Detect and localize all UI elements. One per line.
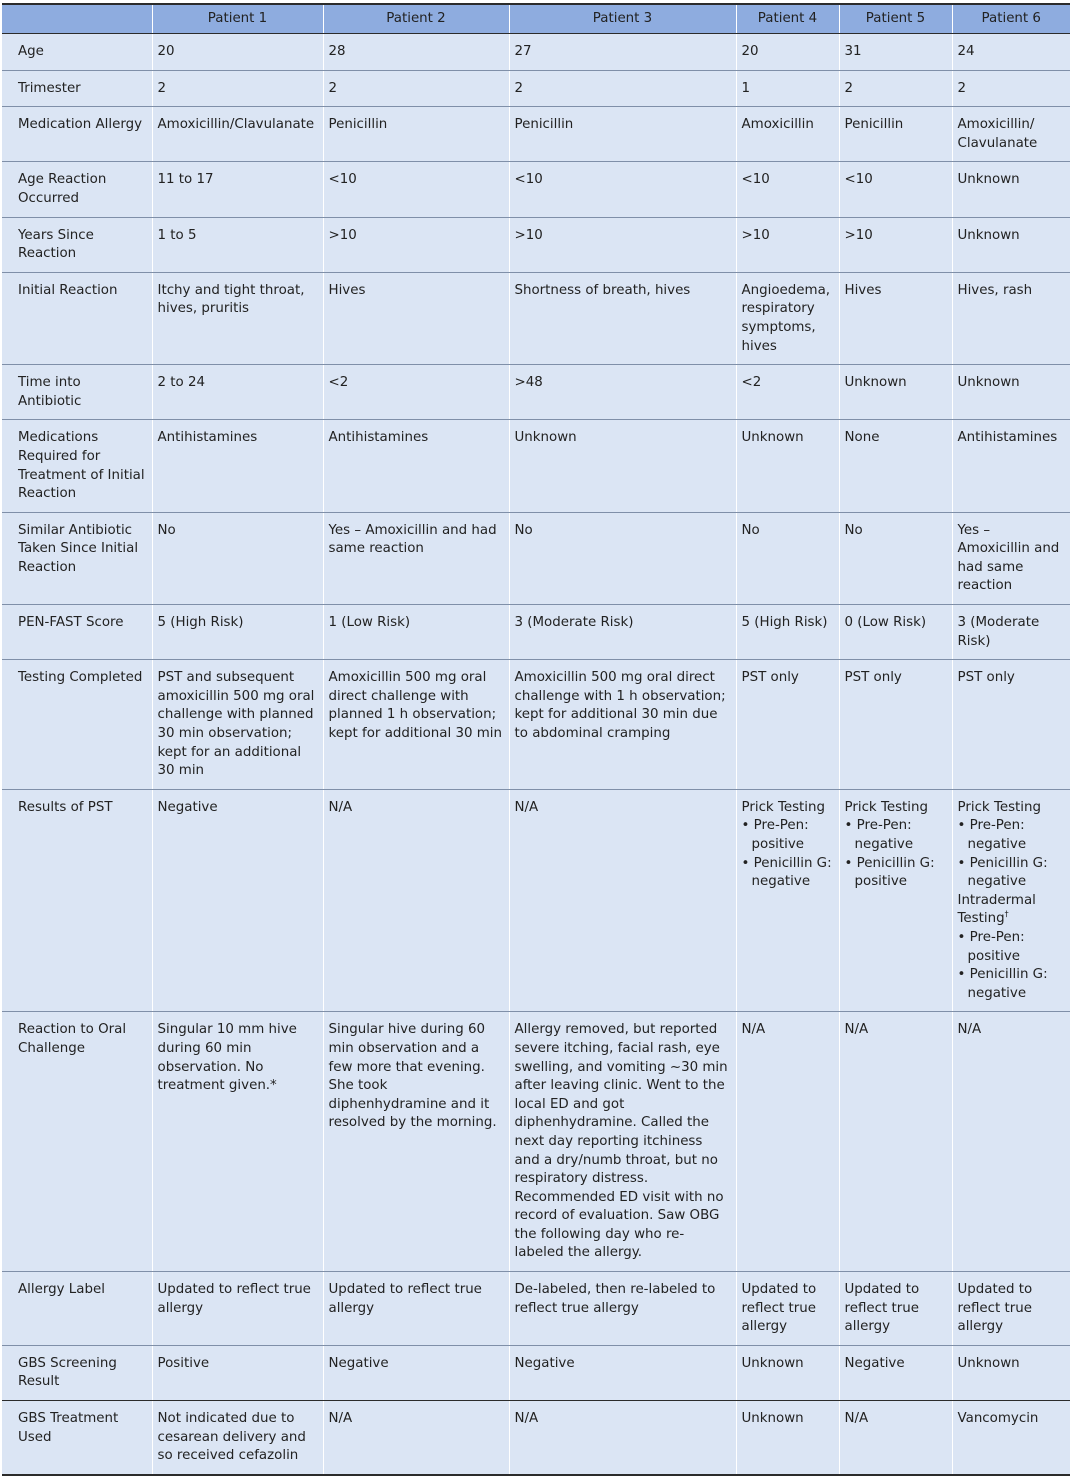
row-label: Trimester [2,70,152,107]
patient-table [2,3,1070,1476]
cell: Amoxicillin/Clavulanate [152,107,323,162]
cell: Unknown [736,420,839,512]
pst-title: Prick Testing [741,799,826,815]
cell: PST only [736,660,839,790]
cell: Negative [839,1345,952,1400]
header-patient-6: Patient 6 [952,4,1070,34]
cell: N/A [839,1012,952,1272]
cell: Hives [839,272,952,364]
cell: Antihistamines [152,420,323,512]
footnote-mark: † [1004,909,1009,919]
row-label: Years Since Reaction [2,217,152,272]
table-row [2,605,1070,660]
header-cell-empty [2,4,152,34]
cell: <2 [736,365,839,420]
table-row [2,789,1070,1012]
cell: Yes – Amoxicillin and had same reaction [952,512,1070,604]
cell: 24 [952,34,1070,71]
cell: 2 [509,70,736,107]
cell: 2 [323,70,509,107]
table-row [2,272,1070,364]
table-row [2,1012,1070,1272]
pst-cell-patient-4 [736,789,839,1012]
cell: Unknown [952,217,1070,272]
row-label: Allergy Label [2,1272,152,1346]
cell: <10 [509,162,736,217]
header-patient-2: Patient 2 [323,4,509,34]
cell: 3 (Moderate Risk) [952,605,1070,660]
pst-bullet: • Penicillin G: positive [845,855,947,892]
cell: 20 [736,34,839,71]
row-label: Reaction to Oral Challenge [2,1012,152,1272]
cell: Unknown [736,1345,839,1400]
cell: Negative [152,789,323,1012]
row-label: Results of PST [2,789,152,1012]
cell: 1 to 5 [152,217,323,272]
cell: 5 (High Risk) [152,605,323,660]
cell: 31 [839,34,952,71]
pst-cell-patient-6 [952,789,1070,1012]
cell: Itchy and tight throat, hives, pruritis [152,272,323,364]
cell: <10 [736,162,839,217]
table-row [2,1272,1070,1346]
cell: Antihistamines [952,420,1070,512]
cell: Singular 10 mm hive during 60 min observation. No treatment given.* [152,1012,323,1272]
pst-title-2 [958,893,1036,927]
pst-title: Prick Testing [957,799,1042,815]
cell: 27 [509,34,736,71]
cell: PST only [952,660,1070,790]
table-row [2,365,1070,420]
cell: N/A [952,1012,1070,1272]
cell: Angioedema, respiratory symptoms, hives [736,272,839,364]
cell: Updated to reflect true allergy [839,1272,952,1346]
pst-bullet: • Penicillin G: negative [742,855,834,892]
cell: No [736,512,839,604]
row-label: Initial Reaction [2,272,152,364]
header-patient-4: Patient 4 [736,4,839,34]
cell: No [839,512,952,604]
row-label: Age Reaction Occurred [2,162,152,217]
table-row [2,34,1070,71]
table-row [2,1401,1070,1475]
cell: >10 [323,217,509,272]
cell: N/A [509,1401,736,1475]
table-row [2,70,1070,107]
cell: De-labeled, then re-labeled to reflect true allergy [509,1272,736,1346]
row-label: GBS Screening Result [2,1345,152,1400]
header-patient-3: Patient 3 [509,4,736,34]
cell: 11 to 17 [152,162,323,217]
cell: Amoxicillin 500 mg oral direct challenge with 1 h observation; kept for additional 30 min due to abdominal cramping [509,660,736,790]
pst-title: Prick Testing [844,799,929,815]
pst-bullet: • Pre-Pen: positive [958,929,1066,966]
cell: Penicillin [509,107,736,162]
cell: No [152,512,323,604]
table-row [2,420,1070,512]
row-label: GBS Treatment Used [2,1401,152,1475]
pst-bullet: • Penicillin G: negative [958,855,1066,892]
pst-title-2-text: Intradermal Testing [957,892,1036,927]
cell: N/A [509,789,736,1012]
row-label: Similar Antibiotic Taken Since Initial Reaction [2,512,152,604]
cell: Amoxicillin [736,107,839,162]
cell: Unknown [509,420,736,512]
cell: 28 [323,34,509,71]
cell: <10 [323,162,509,217]
cell: PST and subsequent amoxicillin 500 mg oral challenge with planned 30 min observation; kept for an additional 30 min [152,660,323,790]
cell: 2 [152,70,323,107]
cell: Unknown [736,1401,839,1475]
cell: 5 (High Risk) [736,605,839,660]
row-label: PEN-FAST Score [2,605,152,660]
cell: Unknown [952,162,1070,217]
cell: None [839,420,952,512]
cell: 3 (Moderate Risk) [509,605,736,660]
header-patient-1: Patient 1 [152,4,323,34]
cell: Amoxicillin/ Clavulanate [952,107,1070,162]
cell: 1 [736,70,839,107]
cell: Negative [323,1345,509,1400]
cell: 1 (Low Risk) [323,605,509,660]
cell: Antihistamines [323,420,509,512]
table-row [2,107,1070,162]
cell: 2 [839,70,952,107]
row-label: Medications Required for Treatment of Initial Reaction [2,420,152,512]
cell: PST only [839,660,952,790]
cell: N/A [839,1401,952,1475]
pst-bullet: • Pre-Pen: negative [845,817,947,854]
cell: Updated to reflect true allergy [323,1272,509,1346]
cell: Singular hive during 60 min observation and a few more that evening. She took diphenhydramine and it resolved by the morning. [323,1012,509,1272]
cell: Yes – Amoxicillin and had same reaction [323,512,509,604]
cell: Shortness of breath, hives [509,272,736,364]
header-row [2,4,1070,34]
cell: Updated to reflect true allergy [952,1272,1070,1346]
header-patient-5: Patient 5 [839,4,952,34]
cell: 2 to 24 [152,365,323,420]
cell: Penicillin [839,107,952,162]
cell: 20 [152,34,323,71]
cell: N/A [323,1401,509,1475]
cell: Hives, rash [952,272,1070,364]
cell: No [509,512,736,604]
cell: >10 [839,217,952,272]
table-row [2,217,1070,272]
row-label: Time into Antibiotic [2,365,152,420]
cell: >48 [509,365,736,420]
cell: Updated to reflect true allergy [152,1272,323,1346]
table-row [2,660,1070,790]
cell: >10 [736,217,839,272]
cell: Allergy removed, but reported severe itching, facial rash, eye swelling, and vomiting ~30 min after leaving clinic. Went to the local ED and got diphenhydramine. Called the next day reporting itchiness and a dry/numb throat, but no respiratory distress. Recommended ED visit with no record of evaluation. Saw OBG the following day who re-labeled the allergy. [509,1012,736,1272]
cell: Vancomycin [952,1401,1070,1475]
cell: N/A [736,1012,839,1272]
table-row [2,162,1070,217]
cell: Unknown [952,365,1070,420]
cell: 0 (Low Risk) [839,605,952,660]
cell: Hives [323,272,509,364]
pst-bullet: • Pre-Pen: positive [742,817,834,854]
table-container [2,3,1070,1476]
cell: >10 [509,217,736,272]
cell: Penicillin [323,107,509,162]
cell: <10 [839,162,952,217]
row-label: Testing Completed [2,660,152,790]
cell: Negative [509,1345,736,1400]
pst-bullet: • Penicillin G: negative [958,966,1066,1003]
cell: Unknown [952,1345,1070,1400]
table-row [2,512,1070,604]
cell: Unknown [839,365,952,420]
pst-cell-patient-5 [839,789,952,1012]
pst-bullet: • Pre-Pen: negative [958,817,1066,854]
row-label: Age [2,34,152,71]
cell: Updated to reflect true allergy [736,1272,839,1346]
cell: 2 [952,70,1070,107]
cell: Not indicated due to cesarean delivery and so received cefazolin [152,1401,323,1475]
row-label: Medication Allergy [2,107,152,162]
cell: Positive [152,1345,323,1400]
cell: Amoxicillin 500 mg oral direct challenge with planned 1 h observation; kept for additional 30 min [323,660,509,790]
cell: N/A [323,789,509,1012]
table-row [2,1345,1070,1400]
cell: <2 [323,365,509,420]
